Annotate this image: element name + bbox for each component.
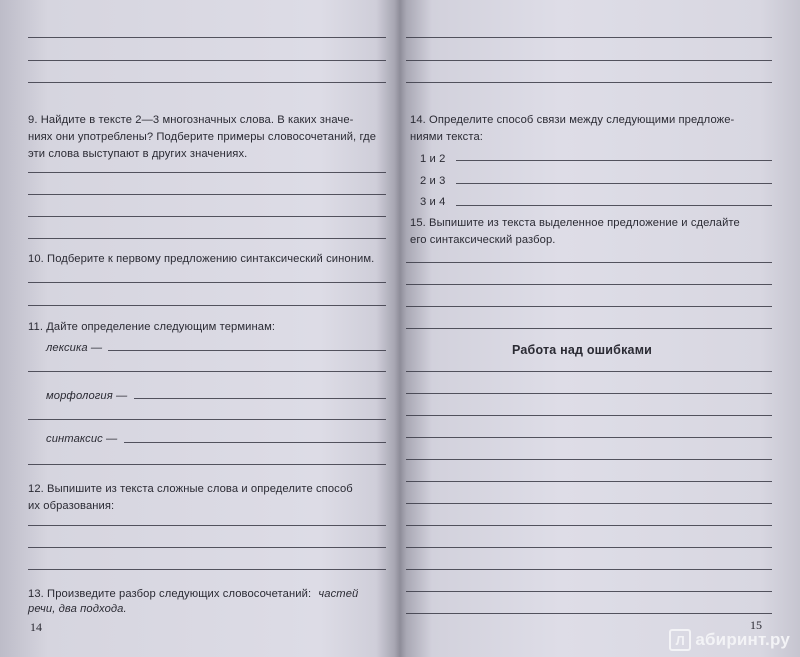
answer-line [406,60,772,61]
term-sintaksis: синтаксис — [46,433,118,445]
answer-line [406,37,772,38]
answer-line [406,437,772,438]
page-number-right: 15 [750,618,762,632]
labirint-watermark [669,629,790,651]
answer-line [28,419,386,420]
q15-line2: его синтаксический разбор. [410,234,556,246]
answer-line [406,459,772,460]
answer-line [406,393,772,394]
answer-line [406,525,772,526]
answer-line [406,569,772,570]
q9-line1: 9. Найдите в тексте 2—3 многозначных слова. В каких значе- [28,114,354,126]
q14-line1: 14. Определите способ связи между следующими предложе- [410,114,735,126]
q10-text: 10. Подберите к первому предложению синтаксический синоним. [28,253,375,265]
answer-line [108,350,386,351]
answer-line [406,82,772,83]
answer-line [28,305,386,306]
labirint-watermark-text: абиринт.ру [695,630,790,649]
section-title: Работа над ошибками [512,343,653,357]
answer-line [406,415,772,416]
answer-line [28,172,386,173]
page-number-left: 14 [30,620,42,634]
answer-line [28,464,386,465]
answer-line [406,262,772,263]
answer-line [456,183,772,184]
answer-line [28,216,386,217]
answer-line [406,284,772,285]
q14-line2: ниями текста: [410,131,483,143]
right-page [404,0,800,657]
answer-line [134,398,386,399]
answer-line [406,613,772,614]
q12-line2: их образования: [28,500,115,512]
answer-line [406,547,772,548]
answer-line [406,328,772,329]
term-lexika: лексика — [46,342,103,354]
q11-prompt: 11. Дайте определение следующим терминам: [28,321,276,333]
answer-line [406,306,772,307]
q13-line1-italic: частей [318,588,359,600]
answer-line [406,481,772,482]
answer-line [406,503,772,504]
pair-1-2: 1 и 2 [420,153,446,165]
answer-line [28,194,386,195]
term-morfologiya: морфология — [46,390,128,402]
answer-line [456,160,772,161]
answer-line [28,37,386,38]
answer-line [28,60,386,61]
pair-2-3: 2 и 3 [420,175,446,187]
answer-line [28,371,386,372]
labirint-logo-icon: Л [669,629,691,651]
answer-line [28,569,386,570]
left-page [0,0,396,657]
answer-line [28,282,386,283]
q13-line2: речи, два подхода. [28,603,127,615]
pair-3-4: 3 и 4 [420,196,446,208]
answer-line [28,82,386,83]
answer-line [28,525,386,526]
q12-line1: 12. Выпишите из текста сложные слова и определите способ [28,483,353,495]
answer-line [406,591,772,592]
answer-line [28,547,386,548]
q9-line2: ниях они употреблены? Подберите примеры словосочетаний, где [28,131,377,143]
q9-line3: эти слова выступают в других значениях. [28,148,248,160]
q15-line1: 15. Выпишите из текста выделенное предложение и сделайте [410,217,740,229]
answer-line [406,371,772,372]
answer-line [456,205,772,206]
answer-line [124,442,386,443]
q13-line1-text: 13. Произведите разбор следующих словосочетаний: [28,588,312,600]
answer-line [28,238,386,239]
